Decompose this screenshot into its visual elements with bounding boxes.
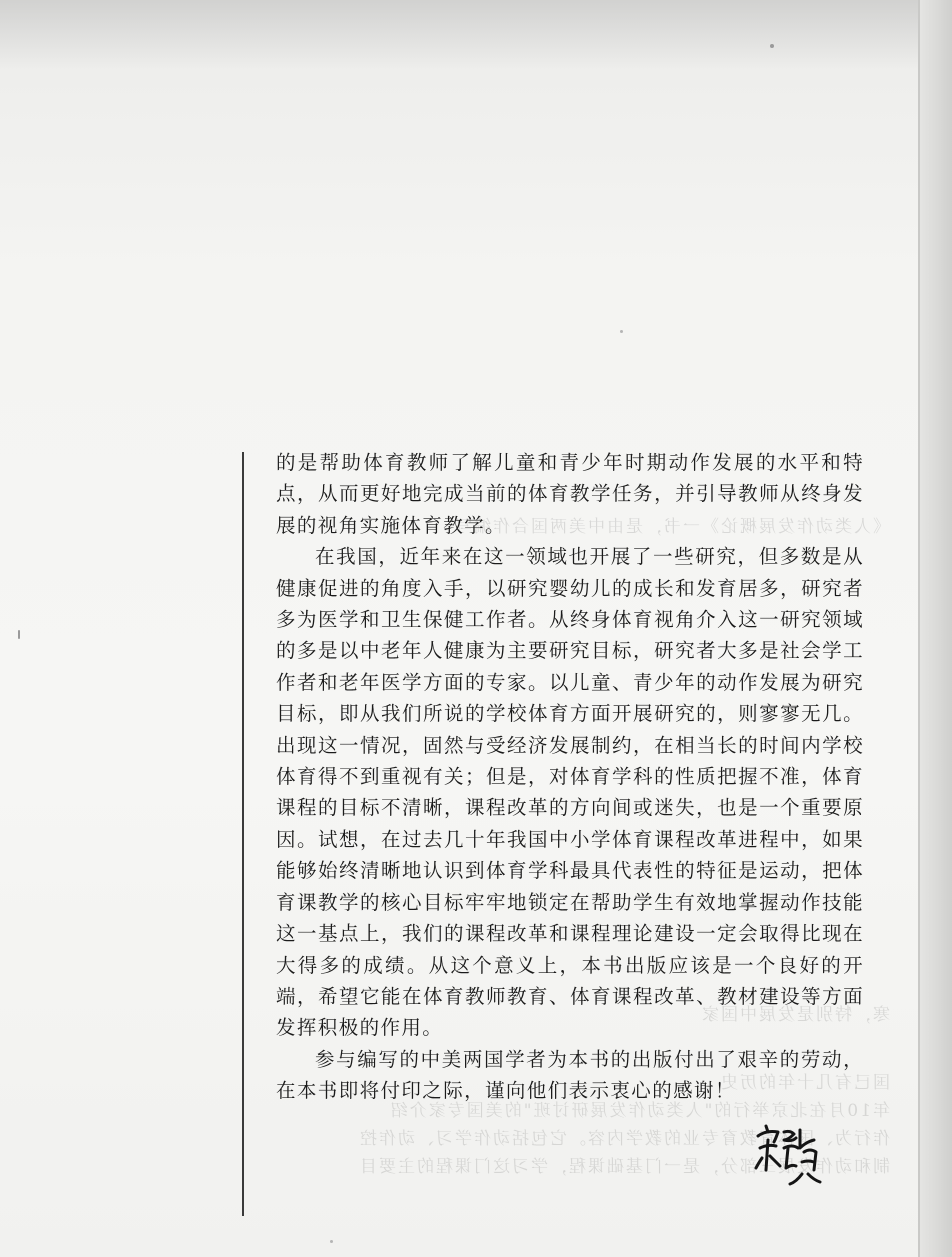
page-edge xyxy=(918,0,952,1257)
paragraph: 在我国，近年来在这一领域也开展了一些研究，但多数是从健康促进的角度入手，以研究婴幼儿的成长和发育居多，研究者多为医学和卫生保健工作者。从终身体育视角介入这一研究领域的多是以中老年人健康为主要研究目标，研究者大多是社会学工作者和老年医学方面的专家。以儿童、青少年的动作发展为研究目标，即从我们所说的学校体育方面开展研究的，则寥寥无几。出现这一情况，固然与受经济发展制约，在相当长的时间内学校体育得不到重视有关；但是，对体育学科的性质把握不准，体育课程的目标不清晰，课程改革的方向间或迷失，也是一个重要原因。试想，在过去几十年我国中小学体育课程改革进程中，如果能够始终清晰地认识到体育学科最具代表性的特征是运动，把体育课教学的核心目标牢牢地锁定在帮助学生有效地掌握动作技能这一基点上，我们的课程改革和课程理论建设一定会取得比现在大得多的成绩。从这个意义上，本书出版应该是一个良好的开端，希望它能在体育教师教育、体育课程改革、教材建设等方面发挥积极的作用。 xyxy=(276,545,864,1040)
scan-shadow xyxy=(0,0,952,70)
scan-speck xyxy=(770,44,774,48)
page-edge-line xyxy=(918,0,920,1257)
paragraph: 的是帮助体育教师了解儿童和青少年时期动作发展的水平和特点，从而更好地完成当前的体育教学任务，并引导教师从终身发展的视角实施体育教学。 xyxy=(276,451,864,537)
handwritten-signature xyxy=(752,1118,824,1190)
show-through-text: 寒，特别是发展中国家 xyxy=(700,1005,890,1025)
show-through-text: 作行为、国体育教育专业的教学内容。它包括动作学习、动作控 xyxy=(358,1129,890,1149)
show-through-text: 《人类动作发展概论》一书，是由中美两国合作编写 xyxy=(453,517,890,537)
scan-speck xyxy=(620,330,623,333)
paragraph: 参与编写的中美两国学者为本书的出版付出了艰辛的劳动，在本书即将付印之际，谨向他们表示衷心的感谢！ xyxy=(276,1047,864,1103)
show-through-text: 年10月在北京举行的"人类动作发展研讨班"的美国专家介绍 xyxy=(388,1101,890,1121)
scan-speck xyxy=(18,630,20,639)
margin-rule xyxy=(242,452,244,1216)
show-through-text: 制和动作发展三部分，是一门基础课程，学习这门课程的主要目 xyxy=(358,1157,890,1177)
show-through-text: 国已有几十年的历史 xyxy=(719,1073,890,1093)
preface-body xyxy=(276,447,864,1107)
scan-speck xyxy=(330,1240,333,1243)
